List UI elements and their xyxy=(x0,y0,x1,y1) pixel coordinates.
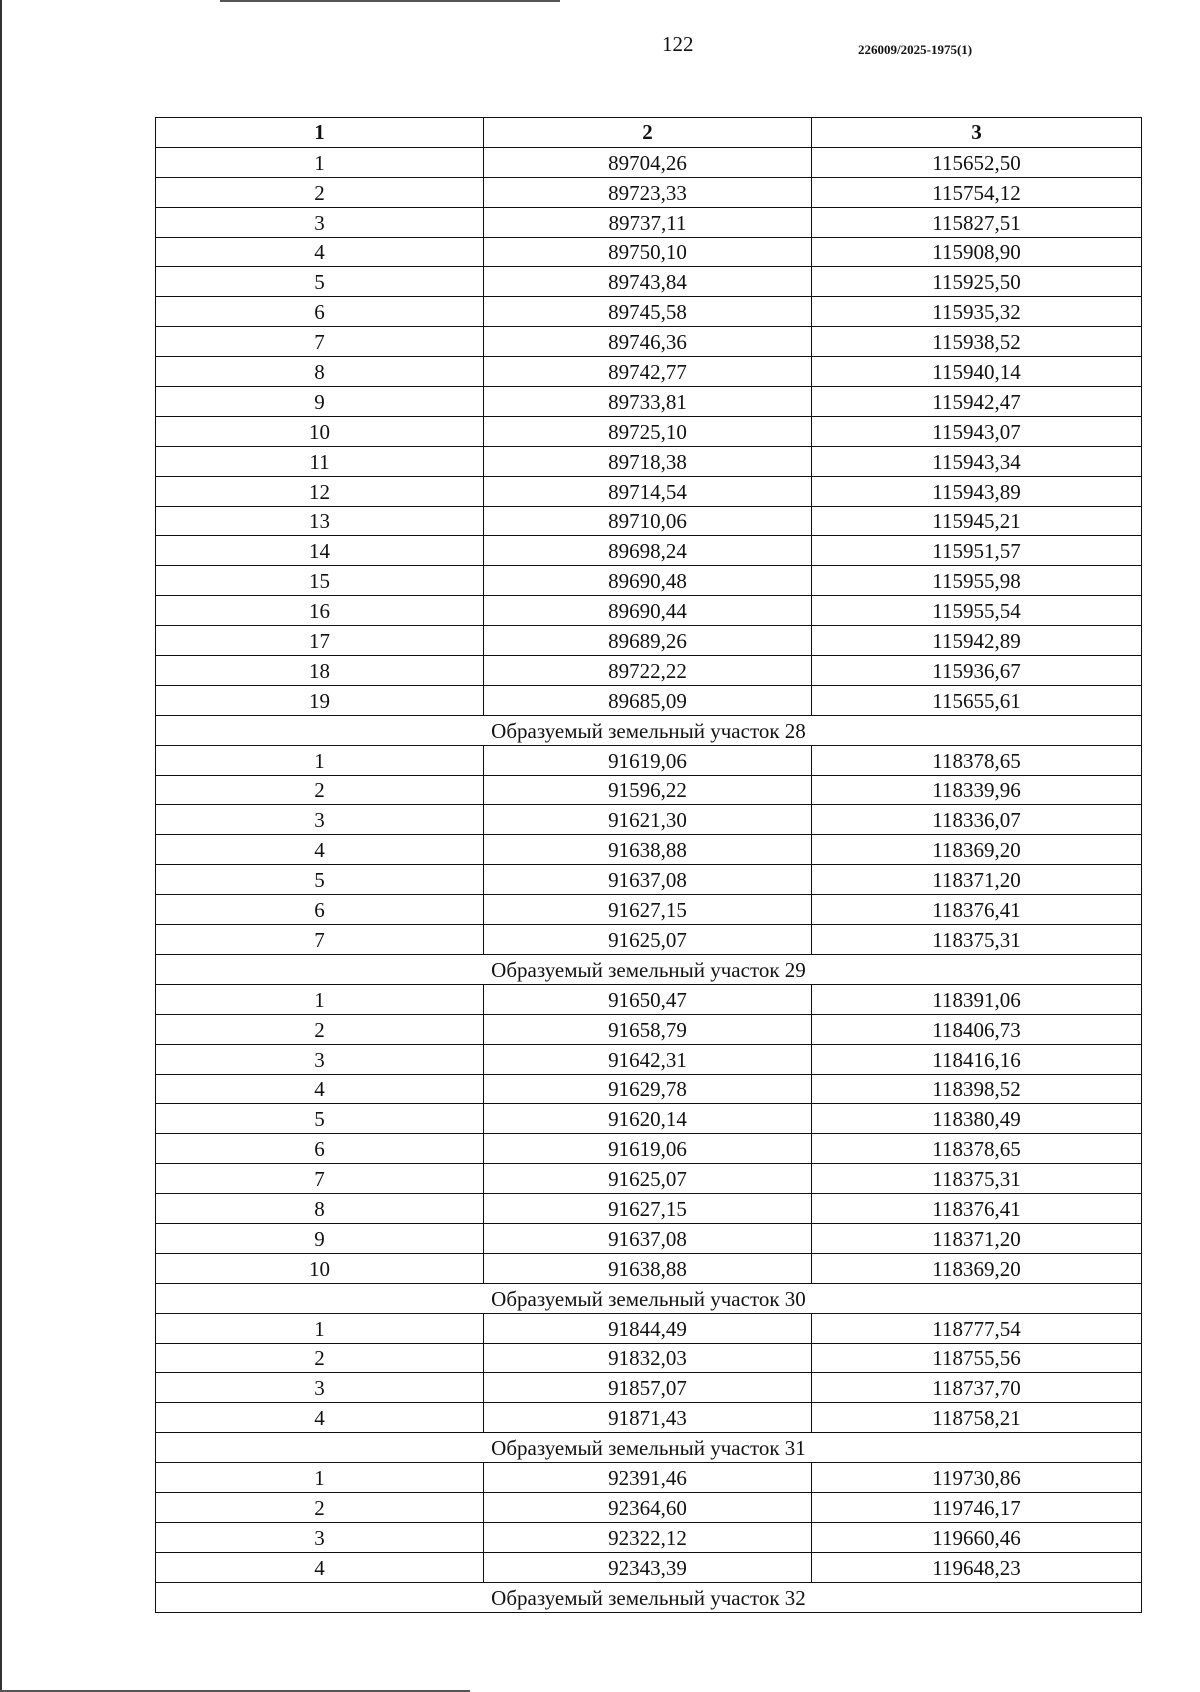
point-number-cell: 2 xyxy=(156,177,484,207)
x-coordinate-cell: 89722,22 xyxy=(484,656,812,686)
point-number-cell: 4 xyxy=(156,1074,484,1104)
point-number-cell: 9 xyxy=(156,387,484,417)
table-row xyxy=(156,1343,1142,1373)
section-title: Образуемый земельный участок 31 xyxy=(156,1433,1142,1463)
y-coordinate-cell: 118380,49 xyxy=(812,1104,1142,1134)
x-coordinate-cell: 89725,10 xyxy=(484,416,812,446)
table-row xyxy=(156,476,1142,506)
x-coordinate-cell: 89698,24 xyxy=(484,536,812,566)
table-row xyxy=(156,267,1142,297)
x-coordinate-cell: 89733,81 xyxy=(484,387,812,417)
table-row xyxy=(156,925,1142,955)
table-row xyxy=(156,387,1142,417)
x-coordinate-cell: 91650,47 xyxy=(484,984,812,1014)
table-row xyxy=(156,1253,1142,1283)
point-number-cell: 10 xyxy=(156,1253,484,1283)
x-coordinate-cell: 91620,14 xyxy=(484,1104,812,1134)
table-row xyxy=(156,1373,1142,1403)
point-number-cell: 4 xyxy=(156,237,484,267)
table-row xyxy=(156,805,1142,835)
y-coordinate-cell: 118758,21 xyxy=(812,1403,1142,1433)
x-coordinate-cell: 89710,06 xyxy=(484,506,812,536)
y-coordinate-cell: 115936,67 xyxy=(812,656,1142,686)
section-title-row xyxy=(156,1433,1142,1463)
point-number-cell: 17 xyxy=(156,626,484,656)
x-coordinate-cell: 91658,79 xyxy=(484,1014,812,1044)
column-header-2: 2 xyxy=(484,118,812,148)
y-coordinate-cell: 115652,50 xyxy=(812,147,1142,177)
x-coordinate-cell: 91619,06 xyxy=(484,1134,812,1164)
table-row xyxy=(156,835,1142,865)
table-row xyxy=(156,1104,1142,1134)
y-coordinate-cell: 118339,96 xyxy=(812,775,1142,805)
y-coordinate-cell: 115955,98 xyxy=(812,566,1142,596)
x-coordinate-cell: 91637,08 xyxy=(484,865,812,895)
x-coordinate-cell: 92364,60 xyxy=(484,1492,812,1522)
x-coordinate-cell: 91625,07 xyxy=(484,925,812,955)
table-row xyxy=(156,656,1142,686)
y-coordinate-cell: 118336,07 xyxy=(812,805,1142,835)
x-coordinate-cell: 91638,88 xyxy=(484,835,812,865)
point-number-cell: 15 xyxy=(156,566,484,596)
y-coordinate-cell: 118406,73 xyxy=(812,1014,1142,1044)
x-coordinate-cell: 89704,26 xyxy=(484,147,812,177)
table-row xyxy=(156,536,1142,566)
point-number-cell: 8 xyxy=(156,357,484,387)
point-number-cell: 9 xyxy=(156,1223,484,1253)
table-row xyxy=(156,1223,1142,1253)
x-coordinate-cell: 91832,03 xyxy=(484,1343,812,1373)
point-number-cell: 18 xyxy=(156,656,484,686)
point-number-cell: 11 xyxy=(156,446,484,476)
y-coordinate-cell: 118371,20 xyxy=(812,865,1142,895)
section-title: Образуемый земельный участок 30 xyxy=(156,1283,1142,1313)
table-row xyxy=(156,177,1142,207)
y-coordinate-cell: 119730,86 xyxy=(812,1463,1142,1493)
point-number-cell: 5 xyxy=(156,1104,484,1134)
x-coordinate-cell: 91871,43 xyxy=(484,1403,812,1433)
table-row xyxy=(156,1014,1142,1044)
y-coordinate-cell: 115827,51 xyxy=(812,207,1142,237)
y-coordinate-cell: 118375,31 xyxy=(812,925,1142,955)
y-coordinate-cell: 118371,20 xyxy=(812,1223,1142,1253)
y-coordinate-cell: 118755,56 xyxy=(812,1343,1142,1373)
x-coordinate-cell: 89690,44 xyxy=(484,596,812,626)
table-header-row xyxy=(156,118,1142,148)
table-row xyxy=(156,297,1142,327)
x-coordinate-cell: 89743,84 xyxy=(484,267,812,297)
point-number-cell: 7 xyxy=(156,1164,484,1194)
x-coordinate-cell: 92391,46 xyxy=(484,1463,812,1493)
x-coordinate-cell: 89737,11 xyxy=(484,207,812,237)
y-coordinate-cell: 115951,57 xyxy=(812,536,1142,566)
x-coordinate-cell: 91637,08 xyxy=(484,1223,812,1253)
point-number-cell: 3 xyxy=(156,1044,484,1074)
point-number-cell: 12 xyxy=(156,476,484,506)
x-coordinate-cell: 91627,15 xyxy=(484,895,812,925)
y-coordinate-cell: 115943,07 xyxy=(812,416,1142,446)
section-title-row xyxy=(156,715,1142,745)
table-row xyxy=(156,147,1142,177)
point-number-cell: 3 xyxy=(156,1373,484,1403)
section-title-row xyxy=(156,1582,1142,1612)
section-title-row xyxy=(156,1283,1142,1313)
coordinates-table xyxy=(155,117,1142,1613)
coordinates-table-container xyxy=(155,117,1141,1613)
section-title: Образуемый земельный участок 32 xyxy=(156,1582,1142,1612)
table-row xyxy=(156,357,1142,387)
y-coordinate-cell: 118398,52 xyxy=(812,1074,1142,1104)
y-coordinate-cell: 118378,65 xyxy=(812,1134,1142,1164)
point-number-cell: 7 xyxy=(156,925,484,955)
point-number-cell: 1 xyxy=(156,1463,484,1493)
point-number-cell: 14 xyxy=(156,536,484,566)
point-number-cell: 3 xyxy=(156,207,484,237)
x-coordinate-cell: 91642,31 xyxy=(484,1044,812,1074)
x-coordinate-cell: 89690,48 xyxy=(484,566,812,596)
x-coordinate-cell: 89750,10 xyxy=(484,237,812,267)
x-coordinate-cell: 91621,30 xyxy=(484,805,812,835)
y-coordinate-cell: 118777,54 xyxy=(812,1313,1142,1343)
x-coordinate-cell: 89714,54 xyxy=(484,476,812,506)
point-number-cell: 4 xyxy=(156,1552,484,1582)
table-row xyxy=(156,895,1142,925)
table-row xyxy=(156,1492,1142,1522)
y-coordinate-cell: 115908,90 xyxy=(812,237,1142,267)
table-row xyxy=(156,327,1142,357)
document-reference: 226009/2025-1975(1) xyxy=(858,42,973,57)
table-row xyxy=(156,1134,1142,1164)
y-coordinate-cell: 119746,17 xyxy=(812,1492,1142,1522)
table-row xyxy=(156,1522,1142,1552)
x-coordinate-cell: 91629,78 xyxy=(484,1074,812,1104)
x-coordinate-cell: 89745,58 xyxy=(484,297,812,327)
table-row xyxy=(156,1074,1142,1104)
y-coordinate-cell: 119648,23 xyxy=(812,1552,1142,1582)
table-row xyxy=(156,566,1142,596)
y-coordinate-cell: 115935,32 xyxy=(812,297,1142,327)
table-row xyxy=(156,1044,1142,1074)
table-row xyxy=(156,506,1142,536)
y-coordinate-cell: 118369,20 xyxy=(812,1253,1142,1283)
scan-edge-left xyxy=(0,0,2,1692)
point-number-cell: 6 xyxy=(156,1134,484,1164)
table-row xyxy=(156,626,1142,656)
y-coordinate-cell: 118369,20 xyxy=(812,835,1142,865)
point-number-cell: 1 xyxy=(156,984,484,1014)
point-number-cell: 5 xyxy=(156,267,484,297)
point-number-cell: 8 xyxy=(156,1194,484,1224)
x-coordinate-cell: 89723,33 xyxy=(484,177,812,207)
x-coordinate-cell: 91638,88 xyxy=(484,1253,812,1283)
point-number-cell: 4 xyxy=(156,835,484,865)
y-coordinate-cell: 118376,41 xyxy=(812,1194,1142,1224)
x-coordinate-cell: 89746,36 xyxy=(484,327,812,357)
point-number-cell: 13 xyxy=(156,506,484,536)
table-row xyxy=(156,237,1142,267)
x-coordinate-cell: 91857,07 xyxy=(484,1373,812,1403)
point-number-cell: 5 xyxy=(156,865,484,895)
point-number-cell: 2 xyxy=(156,1014,484,1044)
table-row xyxy=(156,1463,1142,1493)
table-row xyxy=(156,207,1142,237)
y-coordinate-cell: 115955,54 xyxy=(812,596,1142,626)
table-row xyxy=(156,1403,1142,1433)
x-coordinate-cell: 91844,49 xyxy=(484,1313,812,1343)
scan-edge-top xyxy=(220,0,560,2)
table-body xyxy=(156,147,1142,1612)
y-coordinate-cell: 115940,14 xyxy=(812,357,1142,387)
table-row xyxy=(156,984,1142,1014)
x-coordinate-cell: 89742,77 xyxy=(484,357,812,387)
point-number-cell: 1 xyxy=(156,147,484,177)
point-number-cell: 3 xyxy=(156,805,484,835)
table-row xyxy=(156,596,1142,626)
y-coordinate-cell: 115945,21 xyxy=(812,506,1142,536)
x-coordinate-cell: 91596,22 xyxy=(484,775,812,805)
y-coordinate-cell: 118376,41 xyxy=(812,895,1142,925)
point-number-cell: 1 xyxy=(156,1313,484,1343)
y-coordinate-cell: 118416,16 xyxy=(812,1044,1142,1074)
table-row xyxy=(156,865,1142,895)
table-row xyxy=(156,416,1142,446)
table-row xyxy=(156,1552,1142,1582)
point-number-cell: 7 xyxy=(156,327,484,357)
point-number-cell: 6 xyxy=(156,297,484,327)
point-number-cell: 19 xyxy=(156,685,484,715)
y-coordinate-cell: 119660,46 xyxy=(812,1522,1142,1552)
x-coordinate-cell: 89685,09 xyxy=(484,685,812,715)
y-coordinate-cell: 115655,61 xyxy=(812,685,1142,715)
y-coordinate-cell: 115942,89 xyxy=(812,626,1142,656)
y-coordinate-cell: 118375,31 xyxy=(812,1164,1142,1194)
point-number-cell: 16 xyxy=(156,596,484,626)
y-coordinate-cell: 115943,34 xyxy=(812,446,1142,476)
table-row xyxy=(156,1194,1142,1224)
point-number-cell: 2 xyxy=(156,1343,484,1373)
point-number-cell: 3 xyxy=(156,1522,484,1552)
x-coordinate-cell: 91625,07 xyxy=(484,1164,812,1194)
page-number: 122 xyxy=(662,32,694,56)
point-number-cell: 6 xyxy=(156,895,484,925)
x-coordinate-cell: 91619,06 xyxy=(484,745,812,775)
y-coordinate-cell: 118378,65 xyxy=(812,745,1142,775)
table-row xyxy=(156,1313,1142,1343)
point-number-cell: 1 xyxy=(156,745,484,775)
x-coordinate-cell: 91627,15 xyxy=(484,1194,812,1224)
y-coordinate-cell: 115754,12 xyxy=(812,177,1142,207)
y-coordinate-cell: 115942,47 xyxy=(812,387,1142,417)
x-coordinate-cell: 92343,39 xyxy=(484,1552,812,1582)
y-coordinate-cell: 115925,50 xyxy=(812,267,1142,297)
column-header-3: 3 xyxy=(812,118,1142,148)
point-number-cell: 4 xyxy=(156,1403,484,1433)
section-title-row xyxy=(156,954,1142,984)
table-row xyxy=(156,685,1142,715)
y-coordinate-cell: 115938,52 xyxy=(812,327,1142,357)
x-coordinate-cell: 89689,26 xyxy=(484,626,812,656)
x-coordinate-cell: 92322,12 xyxy=(484,1522,812,1552)
column-header-1: 1 xyxy=(156,118,484,148)
table-row xyxy=(156,446,1142,476)
y-coordinate-cell: 118737,70 xyxy=(812,1373,1142,1403)
table-row xyxy=(156,775,1142,805)
x-coordinate-cell: 89718,38 xyxy=(484,446,812,476)
point-number-cell: 10 xyxy=(156,416,484,446)
point-number-cell: 2 xyxy=(156,775,484,805)
table-row xyxy=(156,1164,1142,1194)
section-title: Образуемый земельный участок 28 xyxy=(156,715,1142,745)
section-title: Образуемый земельный участок 29 xyxy=(156,954,1142,984)
table-row xyxy=(156,745,1142,775)
point-number-cell: 2 xyxy=(156,1492,484,1522)
y-coordinate-cell: 115943,89 xyxy=(812,476,1142,506)
y-coordinate-cell: 118391,06 xyxy=(812,984,1142,1014)
